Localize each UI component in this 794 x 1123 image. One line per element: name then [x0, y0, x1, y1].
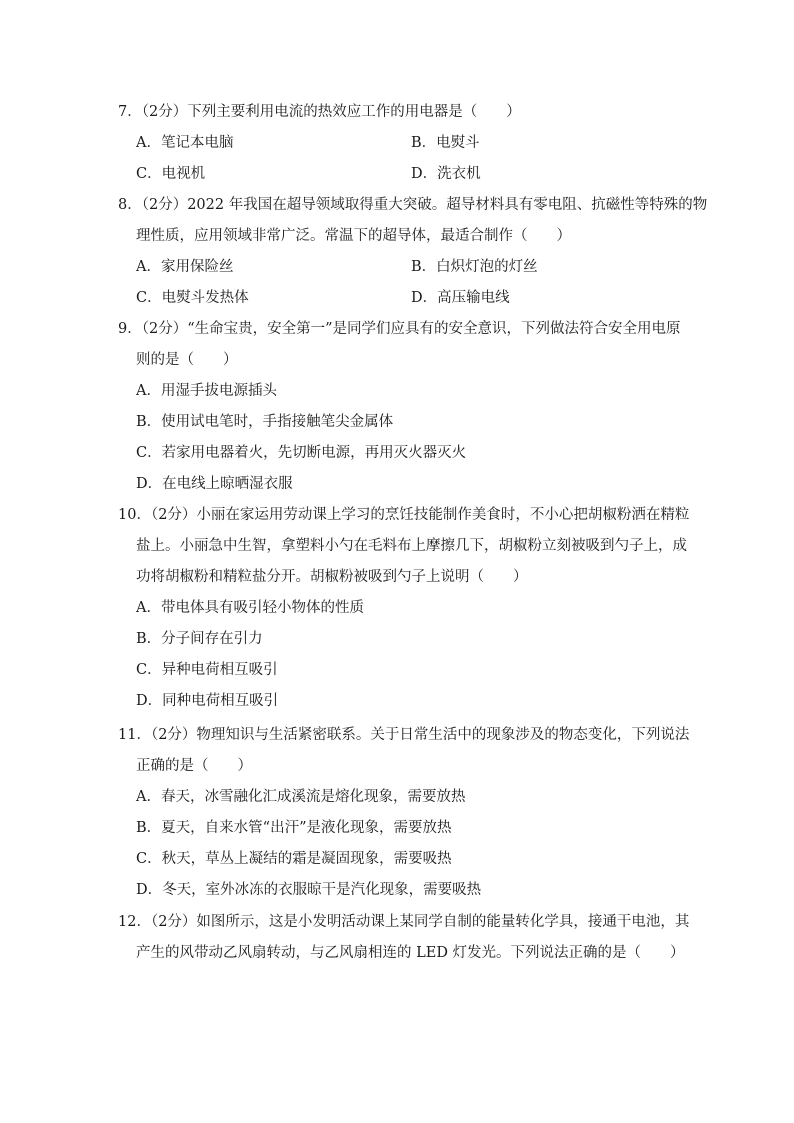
question-11-option-c[interactable]: C．秋天，草丛上凝结的霜是凝固现象，需要吸热: [136, 851, 452, 867]
question-10-option-c[interactable]: C．异种电荷相互吸引: [136, 662, 278, 678]
question-8-stem-line-1: 8．（2分）2022 年我国在超导领域取得重大突破。超导材料具有零电阻、抗磁性等特殊的物: [118, 197, 708, 213]
question-7-option-a[interactable]: A．笔记本电脑: [136, 135, 234, 151]
question-7-options-row-1: [118, 128, 678, 159]
question-7-option-b[interactable]: B．电熨斗: [411, 135, 480, 151]
question-8: [118, 190, 708, 314]
question-11-option-d[interactable]: D．冬天，室外冰冻的衣服晾干是汽化现象，需要吸热: [136, 882, 482, 898]
question-8-stem-line-2: 理性质，应用领域非常广泛。常温下的超导体，最适合制作（ ）: [136, 228, 571, 244]
question-8-option-a[interactable]: A．家用保险丝: [136, 259, 234, 275]
question-9: [118, 314, 681, 500]
question-9-stem-line-2: 则的是（ ）: [136, 352, 238, 368]
question-8-options-row-1: [118, 252, 678, 283]
question-7-stem-line-1: 7．（2分）下列主要利用电流的热效应工作的用电器是（ ）: [118, 104, 521, 120]
question-7-options-row-2: [118, 159, 678, 190]
question-10-option-a[interactable]: A．带电体具有吸引轻小物体的性质: [136, 600, 364, 616]
question-10-option-d[interactable]: D．同种电荷相互吸引: [136, 693, 279, 709]
question-9-stem-line-1: 9．（2分）“生命宝贵，安全第一”是同学们应具有的安全意识，下列做法符合安全用电原: [118, 321, 681, 337]
question-8-option-c[interactable]: C．电熨斗发热体: [136, 290, 249, 306]
question-11-option-b[interactable]: B．夏天，自来水管“出汗”是液化现象，需要放热: [136, 820, 452, 836]
question-7: [118, 97, 678, 190]
question-9-option-d[interactable]: D．在电线上晾晒湿衣服: [136, 476, 293, 492]
question-12-stem-line-1: 12．（2分）如图所示，这是小发明活动课上某同学自制的能量转化学具，接通干电池，其: [118, 914, 690, 930]
question-10-stem-line-2: 盐上。小丽急中生智，拿塑料小勺在毛料布上摩擦几下，胡椒粉立刻被吸到勺子上，成: [136, 538, 687, 554]
question-7-option-d[interactable]: D．洗衣机: [411, 166, 481, 182]
question-11: [118, 720, 690, 906]
question-8-option-b[interactable]: B．白炽灯泡的灯丝: [411, 259, 538, 275]
question-11-option-a[interactable]: A．春天，冰雪融化汇成溪流是熔化现象，需要放热: [136, 789, 466, 805]
question-7-option-c[interactable]: C．电视机: [136, 166, 206, 182]
question-12-stem-line-2: 产生的风带动乙风扇转动，与乙风扇相连的 LED 灯发光。下列说法正确的是（ ）: [136, 945, 685, 961]
question-9-option-a[interactable]: A．用湿手拔电源插头: [136, 383, 277, 399]
question-11-stem-line-2: 正确的是（ ）: [136, 758, 252, 774]
question-9-option-b[interactable]: B．使用试电笔时，手指接触笔尖金属体: [136, 414, 394, 430]
question-9-option-c[interactable]: C．若家用电器着火，先切断电源，再用灭火器灭火: [136, 445, 467, 461]
question-10: [118, 500, 690, 717]
question-11-stem-line-1: 11．（2分）物理知识与生活紧密联系。关于日常生活中的现象涉及的物态变化，下列说法: [118, 727, 690, 743]
question-12: [118, 907, 690, 969]
question-8-options-row-2: [118, 283, 678, 314]
question-10-stem-line-3: 功将胡椒粉和精粒盐分开。胡椒粉被吸到勺子上说明（ ）: [136, 569, 528, 585]
question-10-stem-line-1: 10．（2分）小丽在家运用劳动课上学习的烹饪技能制作美食时，不小心把胡椒粉洒在精粒: [118, 507, 690, 523]
question-8-option-d[interactable]: D．高压输电线: [411, 290, 510, 306]
question-10-option-b[interactable]: B．分子间存在引力: [136, 631, 263, 647]
